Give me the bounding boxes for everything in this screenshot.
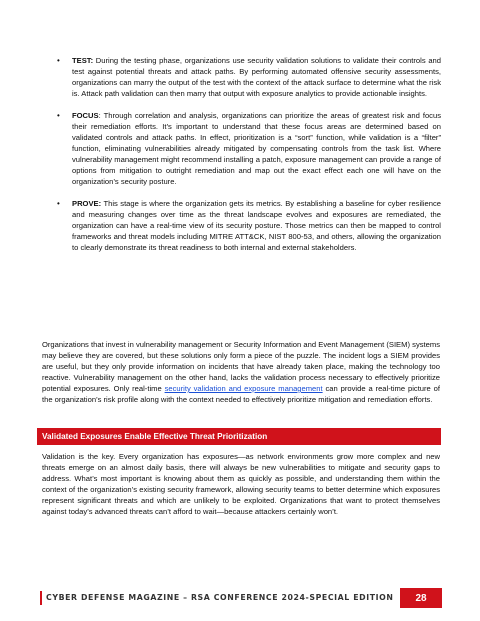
bullet-test (57, 55, 441, 99)
bullet-text: During the testing phase, organizations use security validation solutions to validate their controls and test against potential threats and attack paths. By performing automated offensive security assessments, organizations can marry the output of the test with the context of the attack surface to determine what the risk is. Attack path validation can then marry that output with exposure analytics to provide actionable insights. (72, 56, 441, 98)
page-number-badge (400, 588, 442, 608)
body-paragraph-siem (42, 339, 440, 405)
paragraph-text: can provide a real-time picture of the organization’s risk profile along with the context needed to effectively prioritize mitigation and remediation efforts. (42, 384, 440, 404)
bullet-dot: • (57, 111, 60, 120)
bullet-lead: TEST: (72, 56, 94, 65)
section-title: Validated Exposures Enable Effective Threat Prioritization (42, 432, 268, 441)
section-header-bar (37, 428, 441, 445)
bullet-focus (57, 110, 441, 187)
footer-publication: CYBER DEFENSE MAGAZINE – RSA CONFERENCE 2024-SPECIAL EDITION (46, 593, 394, 602)
bullet-prove (57, 198, 441, 253)
bullet-dot: • (57, 199, 60, 208)
bullet-lead: PROVE: (72, 199, 102, 208)
bullet-list (57, 55, 441, 264)
footer-accent-bar (40, 591, 42, 605)
security-validation-link[interactable]: security validation and exposure management (164, 384, 323, 393)
page-number: 28 (415, 592, 427, 604)
bullet-text: This stage is where the organization gets its metrics. By establishing a baseline for cyber resilience and measuring changes over time as the threat landscape evolves and exposures are remediated, the organization can have a real-time view of its security posture. Those metrics can then be mapped to control frameworks and threat models including MITRE ATT&CK, NIST 800-53, and others, allowing the organization to clearly demonstrate its threat readiness to both internal and external stakeholders. (72, 199, 441, 252)
body-paragraph-validation: Validation is the key. Every organization has exposures—as network environments grow more complex and new threats emerge on an almost daily basis, there will always be new vulnerabilities to mitigate and security gaps to address. What’s most important is knowing about them as quickly as possible, and understanding them within the context of the organization’s existing security framework, allowing security teams to better determine which exposures represent significant threats and which are unlikely to be exploited. Organizations that want to protect themselves against today’s advanced threats can’t afford to wait—because attackers certainly won’t. (42, 452, 440, 516)
paragraph-text: Organizations that invest in vulnerability management or Security Information and Event Management (SIEM) systems may believe they are covered, but these solutions only form a piece of the puzzle. The incident logs a SIEM provides are useful, but they only provide information on incidents that have already taken place, making the technology too reactive. Vulnerability management on the other hand, lacks the validation process necessary to effectively prioritize potential exposures. Only real-time (42, 340, 440, 393)
bullet-lead: FOCUS (72, 111, 99, 120)
bullet-dot: • (57, 56, 60, 65)
bullet-text: : Through correlation and analysis, organizations can prioritize the areas of greatest risk and focus their remediation efforts. It’s important to understand that these focus areas are determined based on validated controls and attack paths. In effect, prioritization is a “sort” function, while validation is a “filter” function, eliminating vulnerabilities already mitigated by compensating controls from the task list. Where vulnerability management might recommend installing a patch, exposure management can provide a range of options from mitigation to outright remediation and map out the exact effect each one will have on the organization’s security posture. (72, 111, 441, 186)
